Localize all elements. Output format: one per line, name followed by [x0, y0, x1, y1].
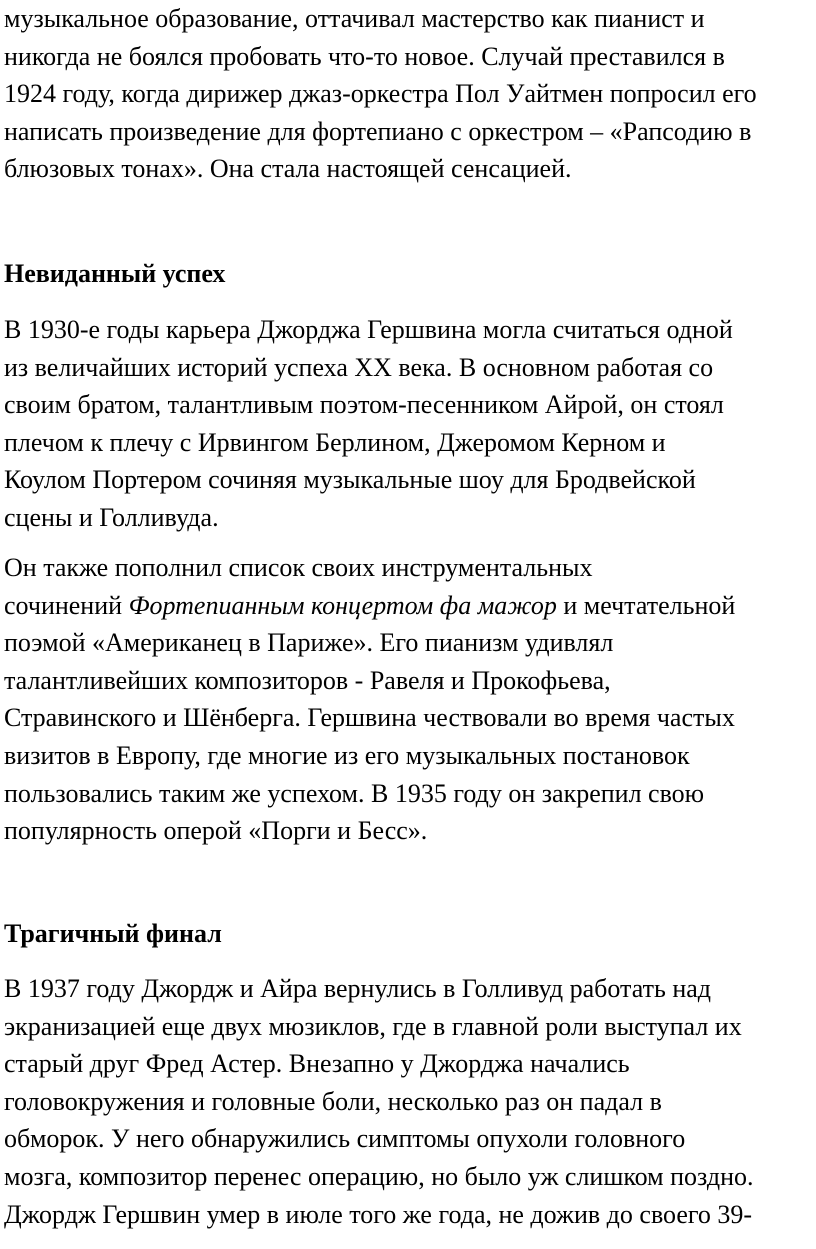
text-line: из величайших историй успеха XX века. В основном работая со: [4, 352, 714, 382]
text-run: и мечтательной: [556, 590, 736, 620]
text-line: Джордж Гершвин умер в июле того же года, не дожив до своего 39-: [4, 1199, 753, 1229]
text-line: старый друг Фред Астер. Внезапно у Джорджа начались: [4, 1049, 630, 1079]
text-line: визитов в Европу, где многие из его музыкальных постановок: [4, 740, 690, 770]
text-line: сцены и Голливуда.: [4, 502, 219, 532]
text-line: музыкальное образование, оттачивал мастерство как пианист и: [4, 4, 705, 33]
section-heading-tragic-finale: Трагичный финал: [4, 919, 222, 948]
text-line: плечом к плечу с Ирвингом Берлином, Джеромом Керном и: [4, 427, 666, 457]
text-line: написать произведение для фортепиано с оркестром – «Рапсодию в: [4, 116, 752, 146]
text-line: талантливейших композиторов - Равеля и Прокофьева,: [4, 665, 611, 695]
section-heading-success: Невиданный успех: [4, 259, 226, 288]
intro-paragraph: [4, 0, 816, 188]
text-line: блюзовых тонах». Она стала настоящей сенсацией.: [4, 154, 572, 184]
success-paragraph-2: [4, 549, 816, 850]
text-line: В 1937 году Джордж и Айра вернулись в Голливуд работать над: [4, 974, 712, 1003]
text-line: популярность оперой «Порги и Бесс».: [4, 816, 428, 846]
finale-paragraph: [4, 970, 816, 1233]
text-line: 1924 году, когда дирижер джаз-оркестра Пол Уайтмен попросил его: [4, 79, 757, 109]
success-paragraph-1: [4, 311, 816, 537]
text-line: Стравинского и Шёнберга. Гершвина чествовали во время частых: [4, 703, 735, 733]
text-line: мозга, композитор перенес операцию, но было уж слишком поздно.: [4, 1161, 754, 1191]
text-line: обморок. У него обнаружились симптомы опухоли головного: [4, 1124, 686, 1154]
text-line: своим братом, талантливым поэтом-песенником Айрой, он стоял: [4, 390, 724, 420]
text-line: Коулом Портером сочиняя музыкальные шоу для Бродвейской: [4, 465, 696, 495]
text-line: экранизацией еще двух мюзиклов, где в главной роли выступал их: [4, 1011, 742, 1041]
text-line: Он также пополнил список своих инструментальных: [4, 553, 593, 582]
text-line-with-italic: [4, 587, 816, 625]
italic-work-title: Фортепианным концертом фа мажор: [128, 590, 557, 620]
text-line: В 1930-е годы карьера Джорджа Гершвина могла считаться одной: [4, 315, 733, 344]
text-run: сочинений: [4, 590, 129, 620]
text-line: поэмой «Американец в Париже». Его пианизм удивлял: [4, 628, 614, 658]
text-line: головокружения и головные боли, несколько раз он падал в: [4, 1086, 662, 1116]
text-line: никогда не боялся пробовать что-то новое. Случай преставился в: [4, 41, 725, 71]
text-line: пользовались таким же успехом. В 1935 году он закрепил свою: [4, 778, 705, 808]
